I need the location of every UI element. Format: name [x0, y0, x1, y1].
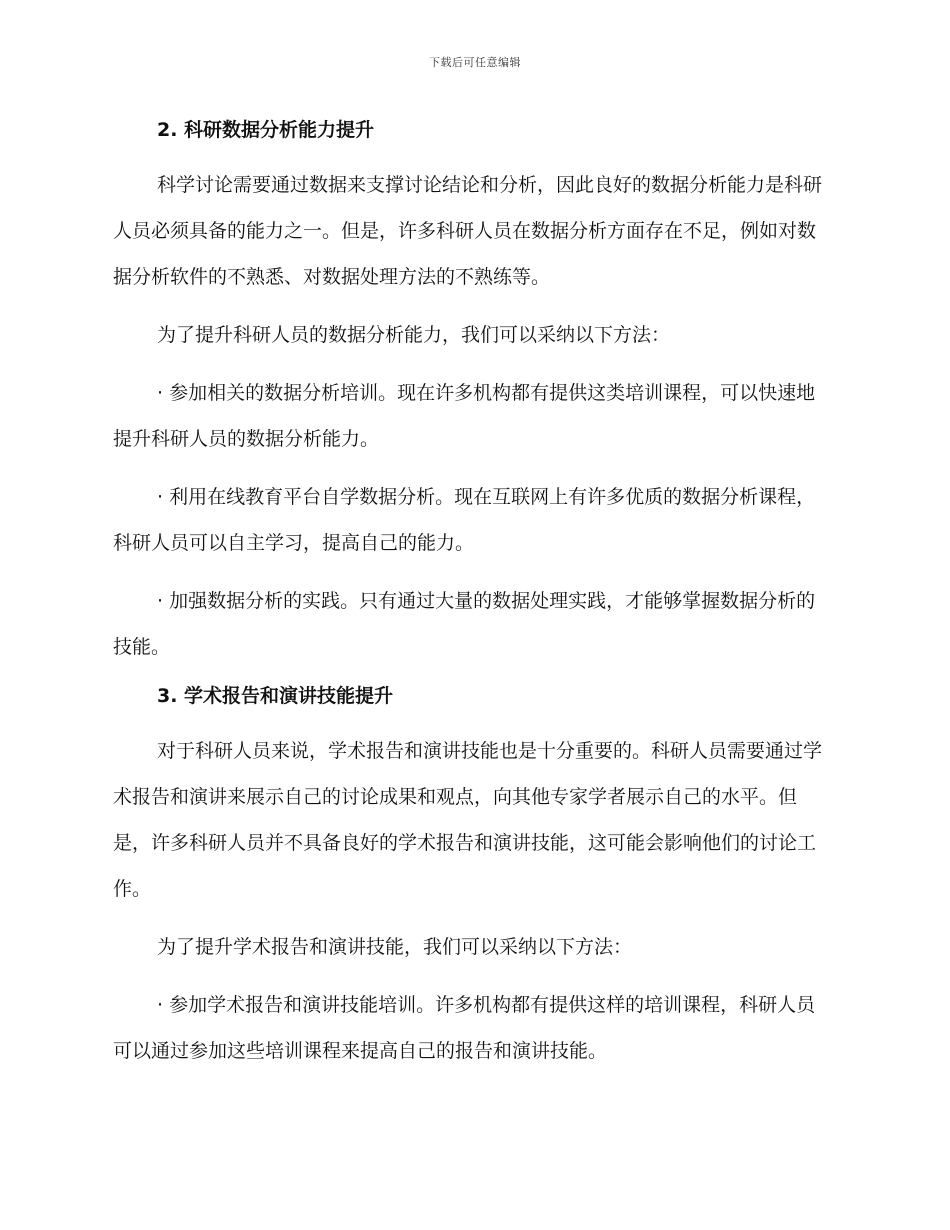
bullet-paragraph: · 加强数据分析的实践。只有通过大量的数据处理实践，才能够掌握数据分析的技能。 — [113, 590, 816, 658]
bullet-paragraph: · 利用在线教育平台自学数据分析。现在互联网上有许多优质的数据分析课程，科研人员可以自主学习，提高自己的能力。 — [113, 486, 816, 554]
section-heading: 2. 科研数据分析能力提升 — [157, 119, 375, 141]
paragraph: 为了提升科研人员的数据分析能力，我们可以采纳以下方法： — [157, 324, 671, 346]
paragraph: 科学讨论需要通过数据来支撑讨论结论和分析，因此良好的数据分析能力是科研人员必须具备的能力之一。但是，许多科研人员在数据分析方面存在不足，例如对数据分析软件的不熟悉、对数据处理方法的不熟练等。 — [113, 174, 823, 288]
paragraph: 为了提升学术报告和演讲技能，我们可以采纳以下方法： — [157, 936, 633, 958]
document-body — [113, 110, 833, 1074]
header-note: 下载后可任意编辑 — [429, 56, 521, 69]
paragraph: 对于科研人员来说，学术报告和演讲技能也是十分重要的。科研人员需要通过学术报告和演讲来展示自己的讨论成果和观点，向其他专家学者展示自己的水平。但是，许多科研人员并不具备良好的学术报告和演讲技能，这可能会影响他们的讨论工作。 — [113, 740, 823, 900]
bullet-paragraph: · 参加学术报告和演讲技能培训。许多机构都有提供这样的培训课程，科研人员可以通过参加这些培训课程来提高自己的报告和演讲技能。 — [113, 994, 816, 1062]
bullet-paragraph: · 参加相关的数据分析培训。现在许多机构都有提供这类培训课程，可以快速地提升科研人员的数据分析能力。 — [113, 382, 816, 450]
section-heading: 3. 学术报告和演讲技能提升 — [157, 685, 394, 707]
